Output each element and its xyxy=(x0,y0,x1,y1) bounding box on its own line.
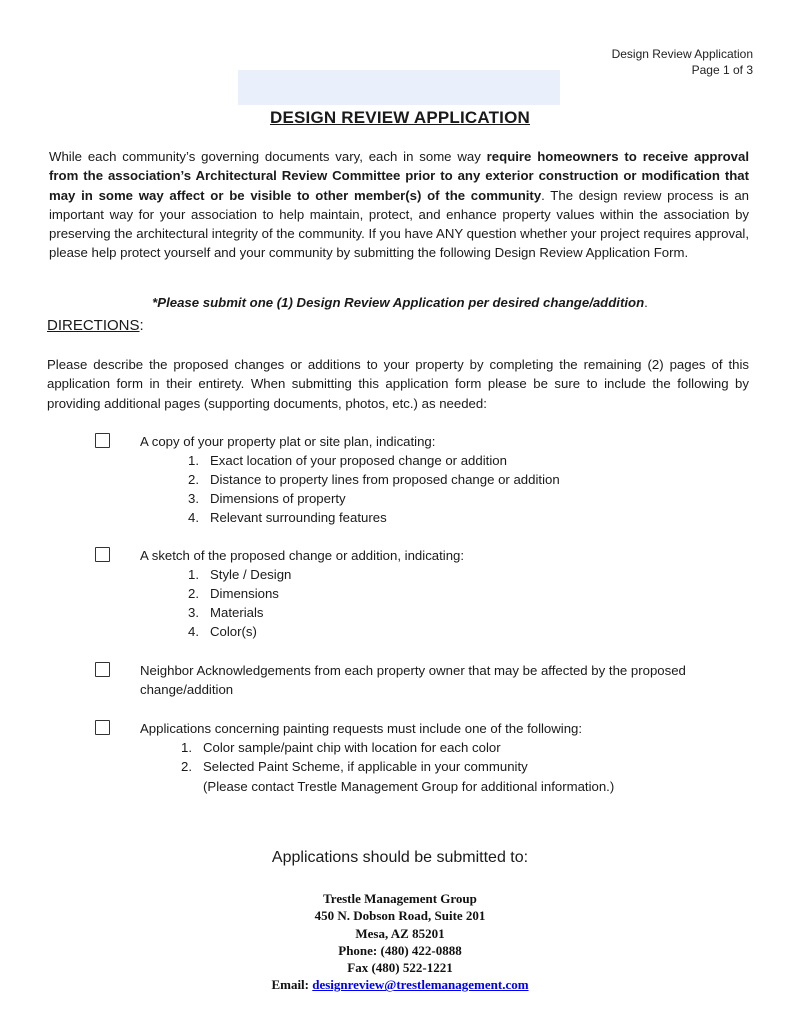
email-label: Email: xyxy=(271,977,313,993)
phone-number: Phone: (480) 422-0888 xyxy=(338,942,462,958)
checklist-item-site-plan: A copy of your property plat or site plan, indicating: xyxy=(140,434,436,449)
intro-paragraph xyxy=(49,147,749,263)
checklist-item-neighbor-ack-line2: change/addition xyxy=(140,682,234,697)
header-highlight-box xyxy=(238,70,560,105)
submission-note-period: . xyxy=(644,295,648,310)
submission-heading: Applications should be submitted to: xyxy=(271,849,529,866)
checklist-item-sketch: A sketch of the proposed change or addition, indicating: xyxy=(140,548,465,563)
email-link[interactable]: designreview@trestlemanagement.com xyxy=(312,977,529,993)
sketch-subitem xyxy=(188,603,264,622)
checkbox-neighbor-ack[interactable] xyxy=(95,662,110,677)
subitem-text: Distance to property lines from proposed change or addition xyxy=(210,472,560,487)
subitem-text: Selected Paint Scheme, if applicable in your community xyxy=(203,759,528,774)
checklist-item-painting: Applications concerning painting requests must include one of the following: xyxy=(140,721,583,736)
subitem-number: 1. xyxy=(188,567,199,582)
intro-bold-requirement: require homeowners to receive approval from the association’s Architectural Review Committee prior to any exterior construction or modification that may in some way affect or be visible to other member(s) of the community xyxy=(49,149,749,203)
site-plan-subitem xyxy=(188,489,346,508)
subitem-text: Dimensions xyxy=(210,586,279,601)
site-plan-subitem xyxy=(188,451,507,470)
checkbox-painting[interactable] xyxy=(95,720,110,735)
directions-colon: : xyxy=(139,317,144,334)
directions-paragraph: Please describe the proposed changes or additions to your property by completing the remaining (2) pages of this application form in their entirety. When submitting this application form please be sure to include the following by providing additional pages (supporting documents, photos, etc.) as needed: xyxy=(47,357,749,411)
subitem-number: 3. xyxy=(188,491,199,506)
subitem-number: 2. xyxy=(188,586,199,601)
subitem-number: 3. xyxy=(188,605,199,620)
subitem-number: 4. xyxy=(188,510,199,525)
intro-text-start: While each community’s governing documents vary, each in some way xyxy=(49,149,487,164)
subitem-text: Style / Design xyxy=(210,567,292,582)
painting-subitem xyxy=(181,738,501,757)
subitem-text: Color(s) xyxy=(210,624,257,639)
subitem-number: 1. xyxy=(181,740,192,755)
subitem-text: Color sample/paint chip with location for each color xyxy=(203,740,501,755)
subitem-number: 2. xyxy=(188,472,199,487)
painting-footnote: (Please contact Trestle Management Group for additional information.) xyxy=(203,779,615,794)
submission-note-text: *Please submit one (1) Design Review Application per desired change/addition xyxy=(152,295,645,310)
directions-heading xyxy=(47,317,144,334)
subitem-number: 1. xyxy=(188,453,199,468)
company-name: Trestle Management Group xyxy=(323,891,477,906)
painting-subitem xyxy=(181,757,528,776)
site-plan-subitem xyxy=(188,508,387,527)
header-document-name: Design Review Application xyxy=(611,47,753,61)
subitem-text: Exact location of your proposed change or addition xyxy=(210,453,507,468)
site-plan-subitem xyxy=(188,470,560,489)
checklist-item-neighbor-ack-line1: Neighbor Acknowledgements from each property owner that may be affected by the proposed xyxy=(140,663,686,678)
sketch-subitem xyxy=(188,565,291,584)
submission-note xyxy=(0,295,800,310)
intro-text-end: . The design review process is an important way for your association to help maintain, protect, and enhance property values within the association by preserving the architectural integrity of the community. If you have ANY question whether your project requires approval, please help protect yourself and your community by submitting the following Design Review Application Form. xyxy=(49,187,749,261)
directions-label: DIRECTIONS xyxy=(47,317,140,334)
header-page-number: Page 1 of 3 xyxy=(691,63,753,77)
submission-address-block xyxy=(0,890,800,994)
sketch-subitem xyxy=(188,584,279,603)
city-state-zip: Mesa, AZ 85201 xyxy=(355,925,445,941)
subitem-text: Relevant surrounding features xyxy=(210,510,387,525)
page-title: DESIGN REVIEW APPLICATION xyxy=(269,108,531,127)
checkbox-site-plan[interactable] xyxy=(95,433,110,448)
subitem-text: Dimensions of property xyxy=(210,491,346,506)
fax-number: Fax (480) 522-1221 xyxy=(347,960,453,976)
email-line xyxy=(0,976,800,993)
checkbox-sketch[interactable] xyxy=(95,547,110,562)
subitem-number: 2. xyxy=(181,759,192,774)
street-address: 450 N. Dobson Road, Suite 201 xyxy=(314,908,486,924)
subitem-text: Materials xyxy=(210,605,264,620)
sketch-subitem xyxy=(188,622,257,641)
subitem-number: 4. xyxy=(188,624,199,639)
